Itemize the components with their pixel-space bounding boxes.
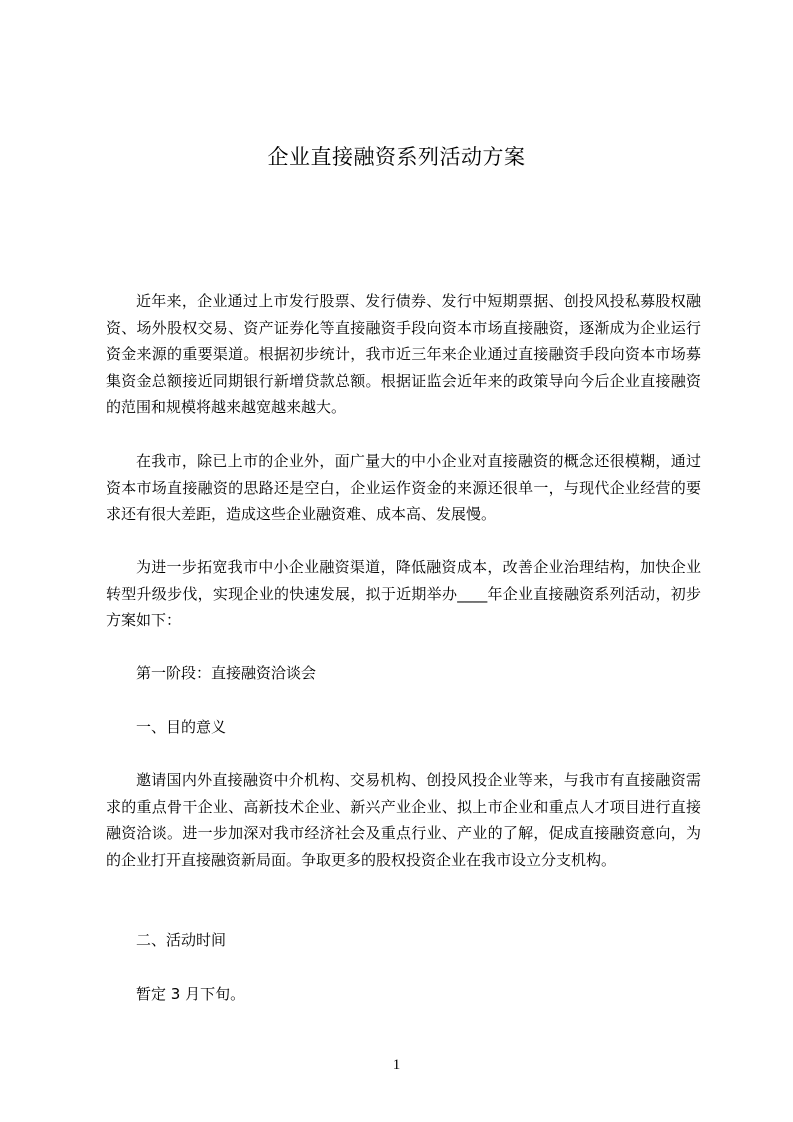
purpose-paragraph: 邀请国内外直接融资中介机构、交易机构、创投风投企业等来，与我市有直接融资需求的重点骨干企业、高新技术企业、新兴产业企业、拟上市企业和重点人才项目进行直接融资洽谈。进一步加深对我市经济社会及重点行业、产业的了解，促成直接融资意向，为的企业打开直接融资新局面。争取更多的股权投资企业在我市设立分支机构。 xyxy=(106,771,701,869)
intro-paragraph: 近年来，企业通过上市发行股票、发行债券、发行中短期票据、创投风投私募股权融资、场外股权交易、资产证券化等直接融资手段向资本市场直接融资，逐渐成为企业运行资金来源的重要渠道。根据初步统计，我市近三年来企业通过直接融资手段向资本市场募集资金总额接近同期银行新增贷款总额。根据证监会近年来的政策导向今后企业直接融资的范围和规模将越来越宽越来越大。 xyxy=(106,292,701,416)
stage-heading: 第一阶段：直接融资洽谈会 xyxy=(136,664,317,682)
page-number: 1 xyxy=(392,1057,401,1073)
section-heading-purpose: 一、目的意义 xyxy=(136,718,227,736)
section-heading-time: 二、活动时间 xyxy=(136,931,227,949)
time-paragraph: 暂定 3 月下旬。 xyxy=(136,985,246,1003)
situation-paragraph: 在我市，除已上市的企业外，面广量大的中小企业对直接融资的概念还很模糊，通过资本市场直接融资的思路还是空白，企业运作资金的来源还很单一，与现代企业经营的要求还有很大差距，造成这些企业融资难、成本高、发展慢。 xyxy=(106,452,701,523)
document-title: 企业直接融资系列活动方案 xyxy=(267,145,526,169)
plan-paragraph: 为进一步拓宽我市中小企业融资渠道，降低融资成本，改善企业治理结构，加快企业转型升级步伐，实现企业的快速发展，拟于近期举办____年企业直接融资系列活动，初步方案如下： xyxy=(106,558,701,629)
